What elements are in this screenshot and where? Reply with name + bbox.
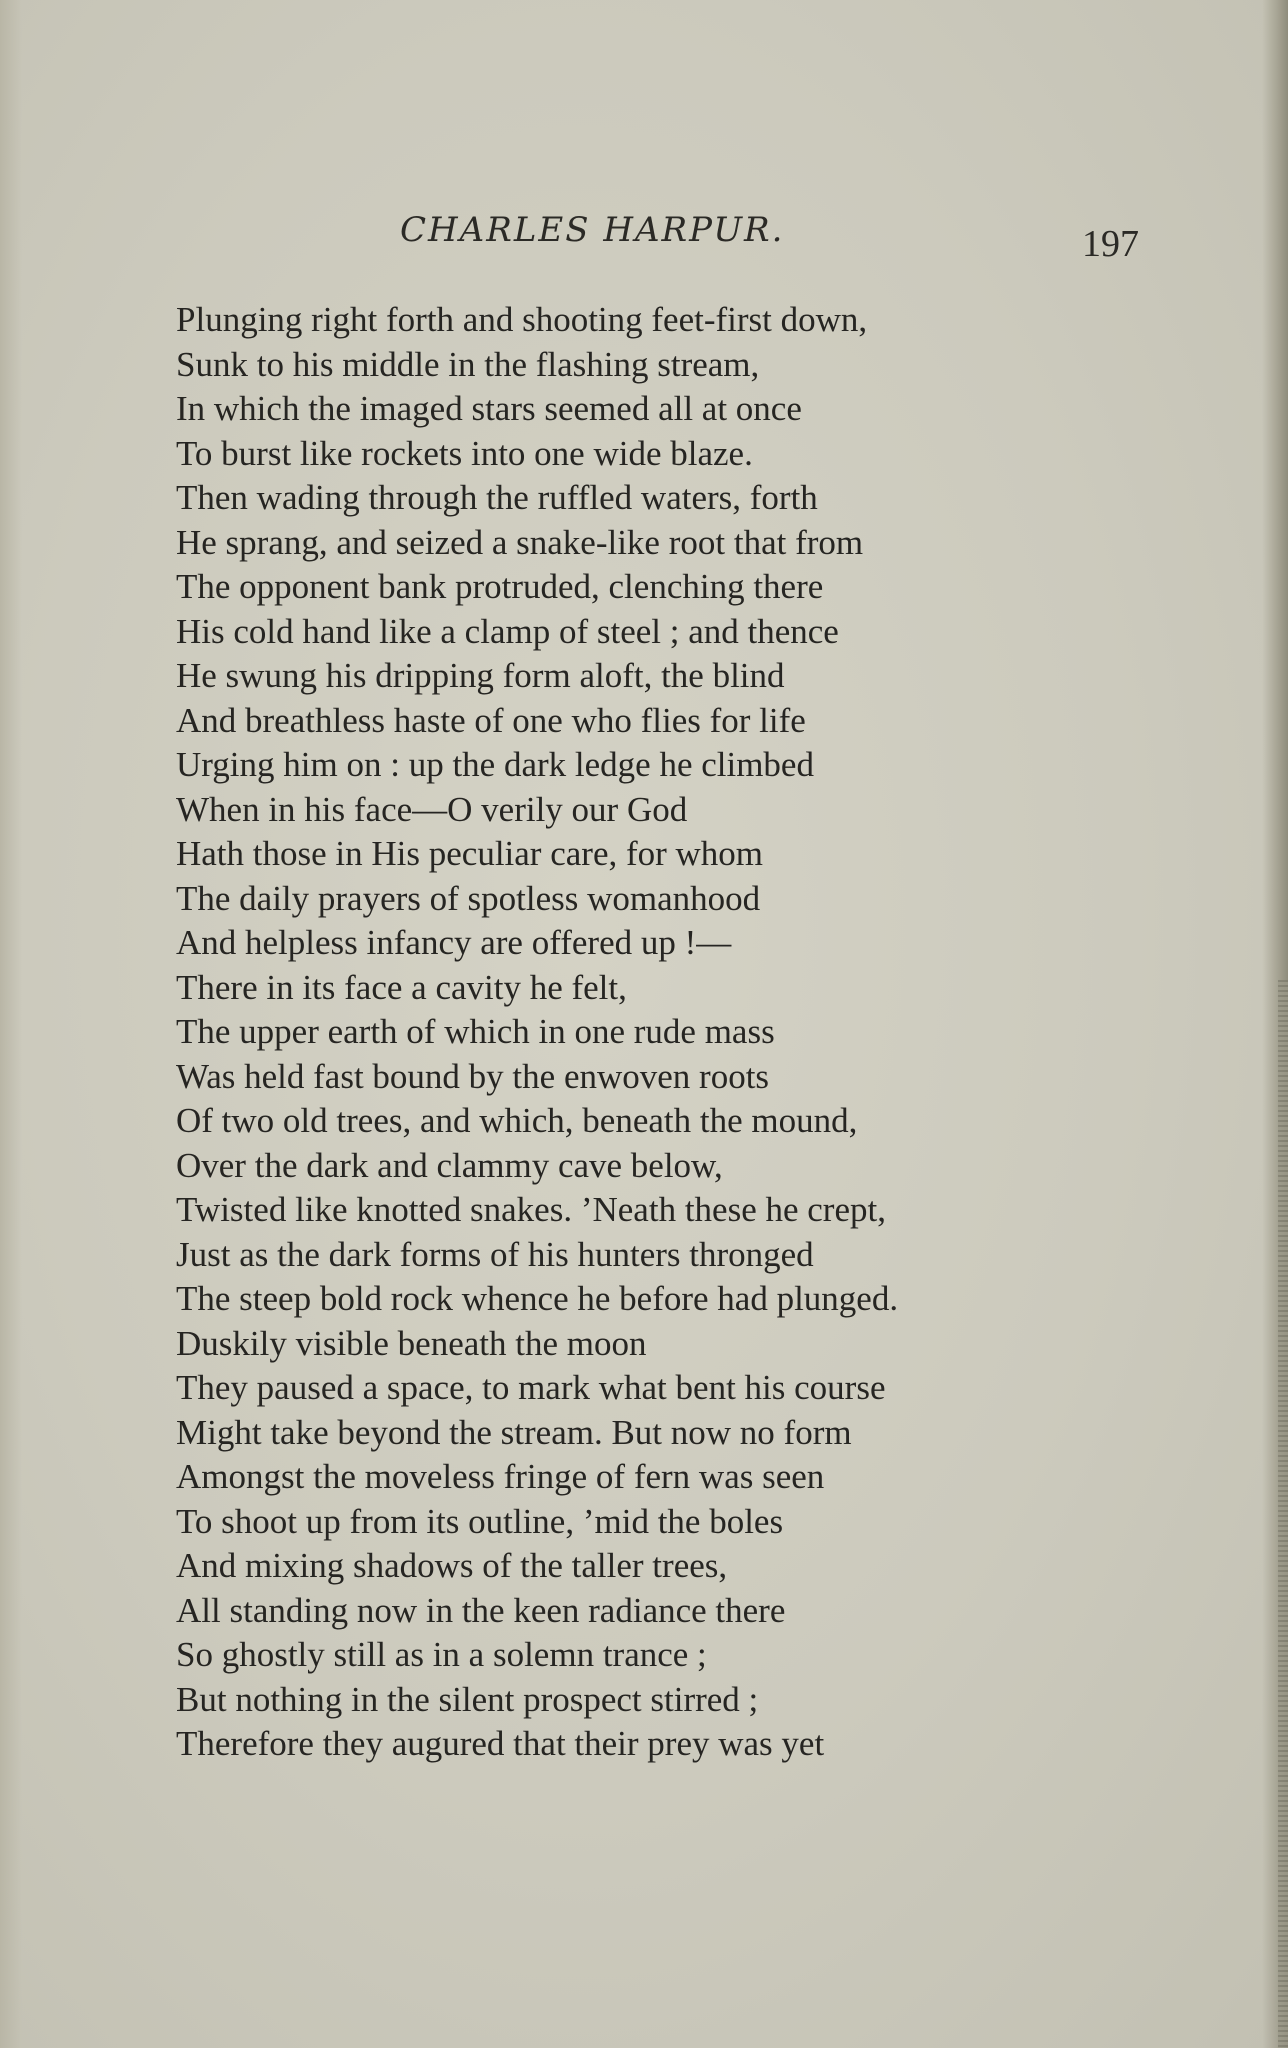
poem-line: All standing now in the keen radiance there xyxy=(176,1590,786,1630)
running-title: CHARLES HARPUR. xyxy=(400,210,785,250)
poem-line: The steep bold rock whence he before had plunged. xyxy=(176,1279,899,1318)
poem-line: And breathless haste of one who flies for life xyxy=(176,700,806,740)
poem-line: Of two old trees, and which, beneath the mound, xyxy=(176,1101,858,1140)
poem-line: There in its face a cavity he felt, xyxy=(176,967,627,1007)
poem-line: They paused a space, to mark what bent his course xyxy=(176,1368,886,1407)
poem-line: Amongst the moveless fringe of fern was seen xyxy=(176,1457,825,1496)
poem-line: He sprang, and seized a snake-like root that from xyxy=(176,522,864,562)
poem-line: So ghostly still as in a solemn trance ; xyxy=(176,1635,707,1674)
poem-line: The opponent bank protruded, clenching there xyxy=(176,567,824,606)
poem-line: In which the imaged stars seemed all at once xyxy=(176,389,802,428)
poem-line: Hath those in His peculiar care, for whom xyxy=(176,834,764,873)
poem-line: When in his face—O verily our God xyxy=(176,789,688,829)
poem-line: The upper earth of which in one rude mass xyxy=(176,1012,775,1051)
poem-line: Duskily visible beneath the moon xyxy=(176,1323,647,1363)
poem-line: But nothing in the silent prospect stirred ; xyxy=(176,1679,759,1719)
page-number: 197 xyxy=(1082,223,1139,265)
poem-line: He swung his dripping form aloft, the blind xyxy=(176,656,785,695)
poem-line: Therefore they augured that their prey was yet xyxy=(176,1724,825,1763)
poem-text xyxy=(176,298,1056,1767)
poem-line: Twisted like knotted snakes. ’Neath these he crept, xyxy=(176,1190,886,1229)
page-stack-edge xyxy=(1278,980,1288,2048)
poem-line: Was held fast bound by the enwoven roots xyxy=(176,1056,770,1096)
poem-line: Might take beyond the stream. But now no form xyxy=(176,1412,852,1452)
poem-line: Then wading through the ruffled waters, forth xyxy=(176,478,818,517)
poem-line: And mixing shadows of the taller trees, xyxy=(176,1546,728,1585)
poem-line: And helpless infancy are offered up !— xyxy=(176,923,732,962)
poem-line: Over the dark and clammy cave below, xyxy=(176,1145,723,1185)
poem-line: His cold hand like a clamp of steel ; and thence xyxy=(176,611,839,651)
poem-line: To burst like rockets into one wide blaze. xyxy=(176,433,753,473)
poem-line: Urging him on : up the dark ledge he climbed xyxy=(176,745,814,784)
poem-line: Just as the dark forms of his hunters thronged xyxy=(176,1234,814,1274)
poem-line: The daily prayers of spotless womanhood xyxy=(176,878,761,918)
poem-line: Plunging right forth and shooting feet-first down, xyxy=(176,300,868,339)
page-gutter-shadow xyxy=(0,0,22,2048)
poem-line: Sunk to his middle in the flashing stream, xyxy=(176,344,760,384)
poem-line: To shoot up from its outline, ’mid the boles xyxy=(176,1501,784,1541)
